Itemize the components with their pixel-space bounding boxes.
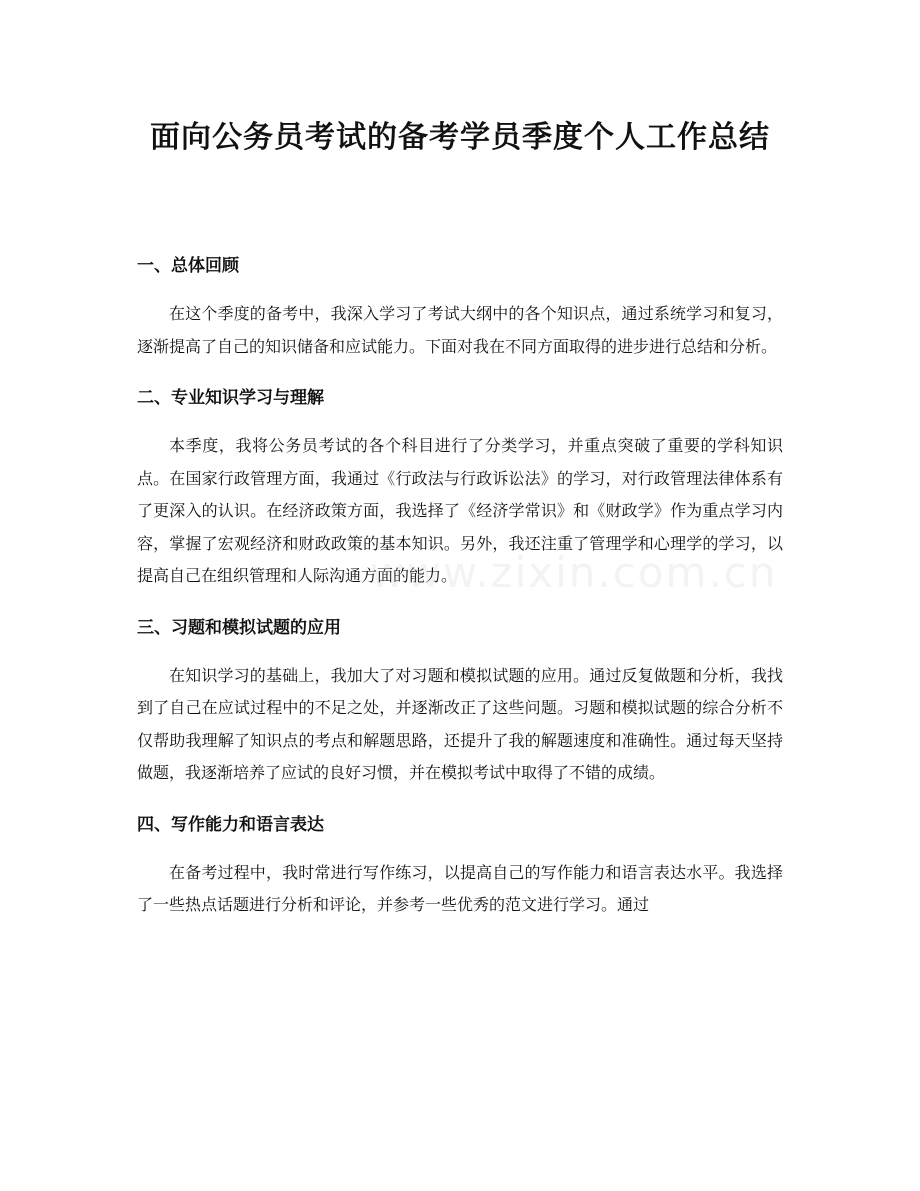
document-title: 面向公务员考试的备考学员季度个人工作总结	[150, 120, 770, 155]
section-overview	[137, 250, 783, 363]
section-paragraph: 在这个季度的备考中，我深入学习了考试大纲中的各个知识点，通过系统学习和复习，逐渐提高了自己的知识储备和应试能力。下面对我在不同方面取得的进步进行总结和分析。	[137, 304, 783, 356]
section-paragraph: 本季度，我将公务员考试的各个科目进行了分类学习，并重点突破了重要的学科知识点。在国家行政管理方面，我通过《行政法与行政诉讼法》的学习，对行政管理法律体系有了更深入的认识。在经济政策方面，我选择了《经济学常识》和《财政学》作为重点学习内容，掌握了宏观经济和财政政策的基本知识。另外，我还注重了管理学和心理学的学习，以提高自己在组织管理和人际沟通方面的能力。	[137, 436, 783, 585]
section-paragraph: 在备考过程中，我时常进行写作练习，以提高自己的写作能力和语言表达水平。我选择了一些热点话题进行分析和评论，并参考一些优秀的范文进行学习。通过	[137, 862, 783, 914]
section-writing	[137, 809, 783, 922]
section-heading: 三、习题和模拟试题的应用	[137, 617, 341, 638]
section-paragraph: 在知识学习的基础上，我加大了对习题和模拟试题的应用。通过反复做题和分析，我找到了自己在应试过程中的不足之处，并逐渐改正了这些问题。习题和模拟试题的综合分析不仅帮助我理解了知识点的考点和解题思路，还提升了我的解题速度和准确性。通过每天坚持做题，我逐渐培养了应试的良好习惯，并在模拟考试中取得了不错的成绩。	[137, 665, 783, 782]
document-body	[137, 250, 783, 941]
section-heading: 一、总体回顾	[137, 256, 239, 276]
section-professional-knowledge	[137, 382, 783, 593]
section-exercises	[137, 612, 783, 790]
section-heading: 四、写作能力和语言表达	[137, 814, 324, 835]
section-heading: 二、专业知识学习与理解	[137, 388, 324, 408]
watermark: www.zixin.com.cn	[370, 548, 778, 597]
